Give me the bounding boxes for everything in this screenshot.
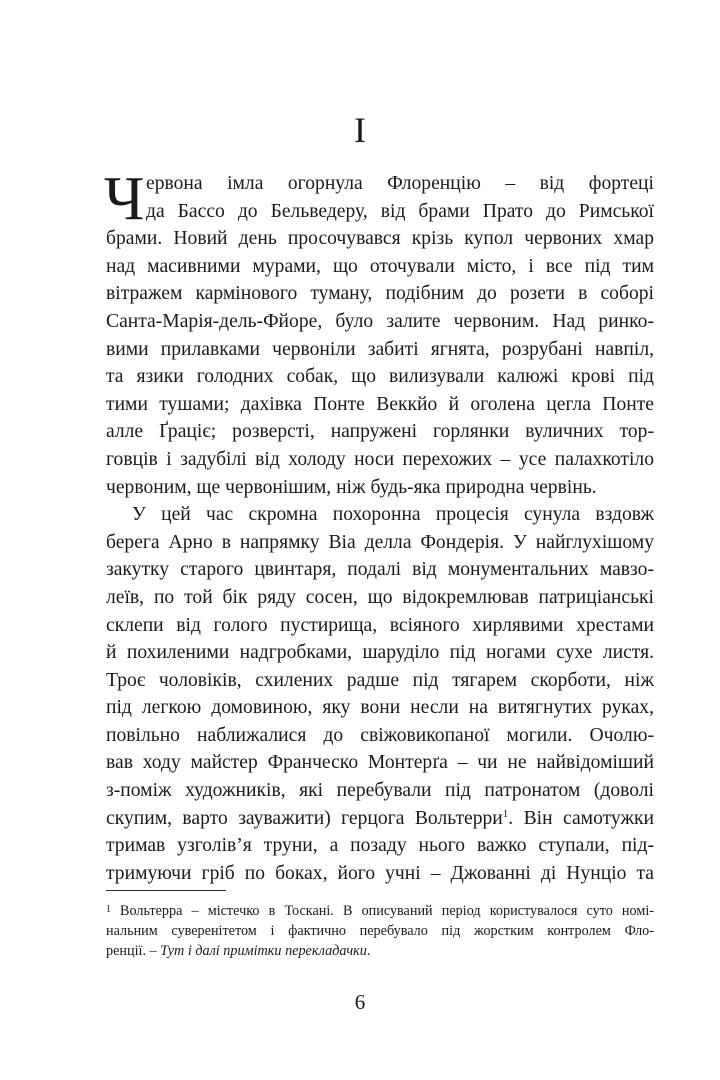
text-line: Троє чоловіків, схилених радше під тягарем скорботи, ніж xyxy=(106,669,654,691)
text-line: тримуючи гріб по боках, його учні – Джованні ді Нунціо та xyxy=(106,862,654,884)
page-number: 6 xyxy=(354,990,366,1014)
text-line: Санта-Марія-дель-Фйоре, було залите червоним. Над ринко- xyxy=(106,310,654,332)
text-line: тими тушами; дахівка Понте Веккйо й оголена цегла Понте xyxy=(106,393,654,415)
text-line: закутку старого цвинтаря, подалі від монументальних мавзо- xyxy=(106,559,654,581)
footnote-text: ренції. – xyxy=(106,943,161,960)
footnote-reference[interactable]: 1 xyxy=(502,807,509,820)
text-line: леїв, по той бік ряду сосен, що відокремлював патриціанські xyxy=(106,586,654,608)
text-line: ервона імла огорнула Флоренцію – від фортеці xyxy=(146,173,654,194)
text-line: да Бассо до Бельведеру, від брами Прато до Римської xyxy=(146,200,654,222)
footnote-italic-text: Тут і далі примітки перекладачки xyxy=(160,943,367,960)
text-line: та язики голодних собак, що вилизували калюжі крові під xyxy=(106,366,654,388)
body-text xyxy=(104,165,654,887)
chapter-number: I xyxy=(354,110,366,150)
footnote-line: нальним суверенітетом і фактично перебувало під жорстким контролем Фло- xyxy=(106,922,654,939)
text-line: У цей час скромна похоронна процесія сунула вздовж xyxy=(132,504,654,526)
text-segment: скупим, варто зауважити) герцога Вольтерри xyxy=(106,807,503,829)
text-line: вими прилавками червоніли забиті ягнята, розрубані навпіл, xyxy=(106,338,654,360)
text-line-with-footnote xyxy=(106,805,654,833)
footnote-text: . xyxy=(366,943,371,960)
text-line: вав ходу майстер Франческо Монтерґа – чи не найвідоміший xyxy=(106,752,654,774)
text-line: з-поміж художників, які перебували під патронатом (доволі xyxy=(106,780,654,802)
text-line: червоним, ще червонішим, ніж будь-яка природна червінь. xyxy=(106,476,597,498)
text-line: й похиленими надгробками, шаруділо під ногами сухе листя. xyxy=(106,642,654,664)
footnote-line xyxy=(106,900,654,921)
text-line: склепи від голого пустирища, всіяного хирлявими хрестами xyxy=(106,614,654,636)
footnote-line xyxy=(106,941,654,962)
text-line: алле Ґраціє; розверсті, напружені горлянки вуличних тор- xyxy=(106,421,654,443)
footnote-marker: 1 xyxy=(106,904,111,915)
text-line: під легкою домовиною, яку вони несли на витягнутих руках, xyxy=(106,697,654,719)
drop-cap: Ч xyxy=(104,165,145,233)
footnote-divider xyxy=(106,890,226,891)
text-line: тримав узголів’я труни, а позаду нього важко ступали, під- xyxy=(106,835,654,857)
text-line: говців і задубілі від холоду носи перехожих – усе палахкотіло xyxy=(106,448,654,470)
text-line: берега Арно в напрямку Віа делла Фондерія. У найглухішому xyxy=(106,531,654,553)
text-line: вітражем кармінового туману, подібним до розети в соборі xyxy=(106,283,654,305)
text-line: брами. Новий день просочувався крізь купол червоних хмар xyxy=(106,228,654,250)
footnote-text: Вольтерра – містечко в Тоскані. В описуваний період користувалося суто номі- xyxy=(120,903,654,919)
text-line: повільно наближалися до свіжовикопаної могили. Очолю- xyxy=(106,724,654,746)
text-segment: . Він самотужки xyxy=(508,807,654,829)
text-line: над масивними мурами, що оточували місто, і все під тим xyxy=(106,255,654,277)
footnote xyxy=(106,900,654,962)
